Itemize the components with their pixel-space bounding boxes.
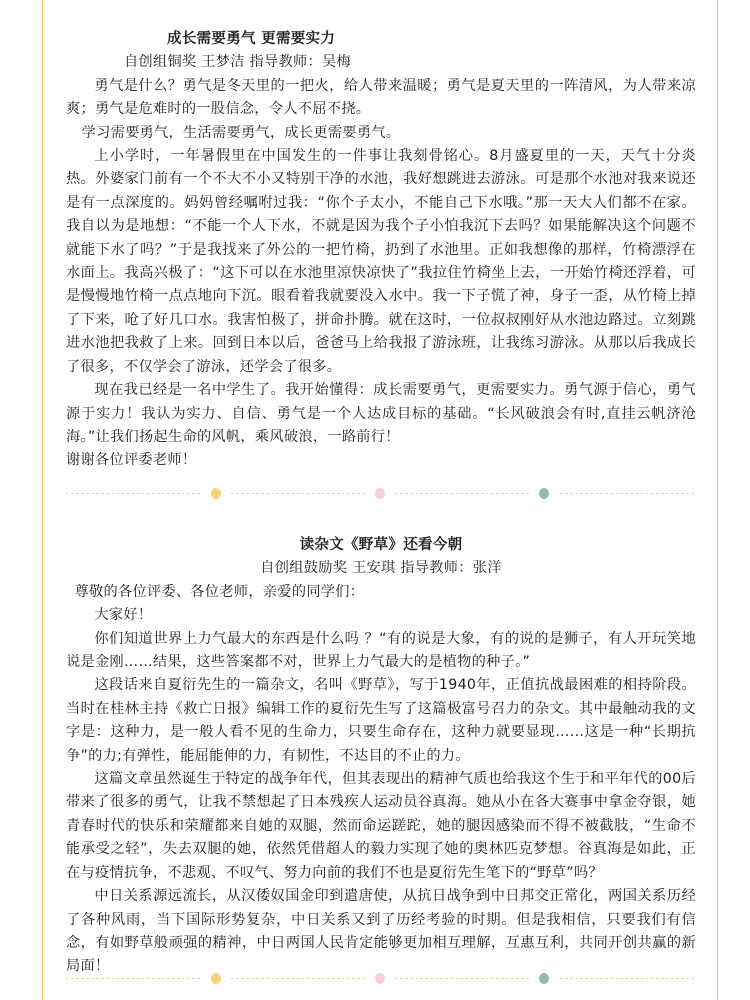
divider-dash [231,978,365,979]
divider-dash [66,978,200,979]
section-divider [66,487,694,501]
paragraph: 学习需要勇气，生活需要勇气，成长更需要勇气。 [81,124,401,141]
paragraph: 尊敬的各位评委、各位老师，亲爱的同学们： [74,583,365,600]
divider-dot-pink [375,488,385,499]
essay-byline: 自创组鼓励奖 王安琪 指导教师：张洋 [260,560,502,577]
divider-dash [395,493,529,494]
divider-dot-green [539,973,549,984]
divider-dot-green [539,488,549,499]
paragraph: 中日关系源远流长，从汉倭奴国金印到遣唐使，从抗日战争到中日邦交正常化，两国关系历经了各种风雨，当下国际形势复杂，中日关系又到了历经考验的时期。但是我相信，只要我们有信念，有如野草般顽强的精神，中日两国人民肯定能够更加相互理解，互惠互利，共同开创共赢的新局面！ [66,888,696,975]
divider-dash [231,493,365,494]
essay-byline: 自创组铜奖 王梦洁 指导教师：吴梅 [124,54,351,71]
paragraph: 你们知道世界上力气最大的东西是什么吗 ？“有的说是大象，有的说的是狮子，有人开玩笑地说是金刚……结果，这些答案都不对，世界上力气最大的是植物的种子。” [66,630,696,671]
divider-dash [560,493,694,494]
paragraph: 上小学时，一年暑假里在中国发生的一件事让我刻骨铭心。8月盛夏里的一天，天气十分炎热。外婆家门前有一个不大不小又特别干净的水池，我好想跳进去游泳。可是那个水池对我来说还是有一点深度的。妈妈曾经嘱咐过我：“你个子太小，不能自己下水哦。”那一天大人们都不在家。我自以为是地想：“不能一个人下水，不就是因为我个子小怕我沉下去吗？如果能解决这个问题不就能下水了吗？”于是我找来了外公的一把竹椅，扔到了水池里。正如我想像的那样，竹椅漂浮在水面上。我高兴极了：“这下可以在水池里凉快凉快了”我拉住竹椅坐上去，一开始竹椅还浮着，可是慢慢地竹椅一点点地向下沉。眼看着我就要没入水中。我一下子慌了神，身子一歪，从竹椅上掉了下来，呛了好几口水。我害怕极了，拼命扑腾。就在这时，一位叔叔刚好从水池边路过。立刻跳进水池把我救了上来。回到日本以后，爸爸马上给我报了游泳班，让我练习游泳。从那以后我成长了很多，不仅学会了游泳，还学会了很多。 [66,148,696,375]
divider-dash [560,978,694,979]
essay-2 [66,534,696,979]
divider-dot-yellow [211,973,221,984]
paragraph: 这篇文章虽然诞生于特定的战争年代，但其表现出的精神气质也给我这个生于和平年代的00后带来了很多的勇气，让我不禁想起了日本残疾人运动员谷真海。她从小在各大赛事中拿金夺银，她青春时代的快乐和荣耀都来自她的双腿，然而命运蹉跎，她的腿因感染而不得不被截肢，“生命不能承受之轻”，失去双腿的她，依然凭借超人的毅力实现了她的奥林匹克梦想。谷真海是如此，正在与疫情抗争，不悲观、不叹气、努力向前的我们不也是夏衍先生笔下的“野草”吗？ [66,771,696,881]
paragraph: 大家好！ [94,607,153,624]
essay-1 [66,28,696,473]
paragraph: 现在我已经是一名中学生了。我开始懂得：成长需要勇气，更需要实力。勇气源于信心，勇气源于实力！我认为实力、自信、勇气是一个人达成目标的基础。“长风破浪会有时,直挂云帆济沧海。”让我们扬起生命的风帆，乘风破浪，一路前行！ [66,382,696,445]
essay-title: 读杂文《野草》还看今朝 [299,537,463,553]
divider-dot-yellow [211,488,221,499]
divider-dash [66,493,200,494]
essay-title: 成长需要勇气 更需要实力 [167,31,336,47]
paragraph: 谢谢各位评委老师！ [66,452,197,469]
section-divider [66,972,694,986]
paragraph: 勇气是什么？勇气是冬天里的一把火，给人带来温暖；勇气是夏天里的一阵清风，为人带来凉爽；勇气是危难时的一股信念，令人不屈不挠。 [66,77,696,118]
paragraph: 这段话来自夏衍先生的一篇杂文，名叫《野草》，写于1940年，正值抗战最困难的相持阶段。当时在桂林主持《救亡日报》编辑工作的夏衍先生写了这篇极富号召力的杂文。其中最触动我的文字是：这种力，是一般人看不见的生命力，只要生命存在，这种力就要显现……这是一种“长期抗争”的力;有弹性，能屈能伸的力，有韧性，不达目的不止的力。 [66,677,696,764]
divider-dot-pink [375,973,385,984]
divider-dash [395,978,529,979]
